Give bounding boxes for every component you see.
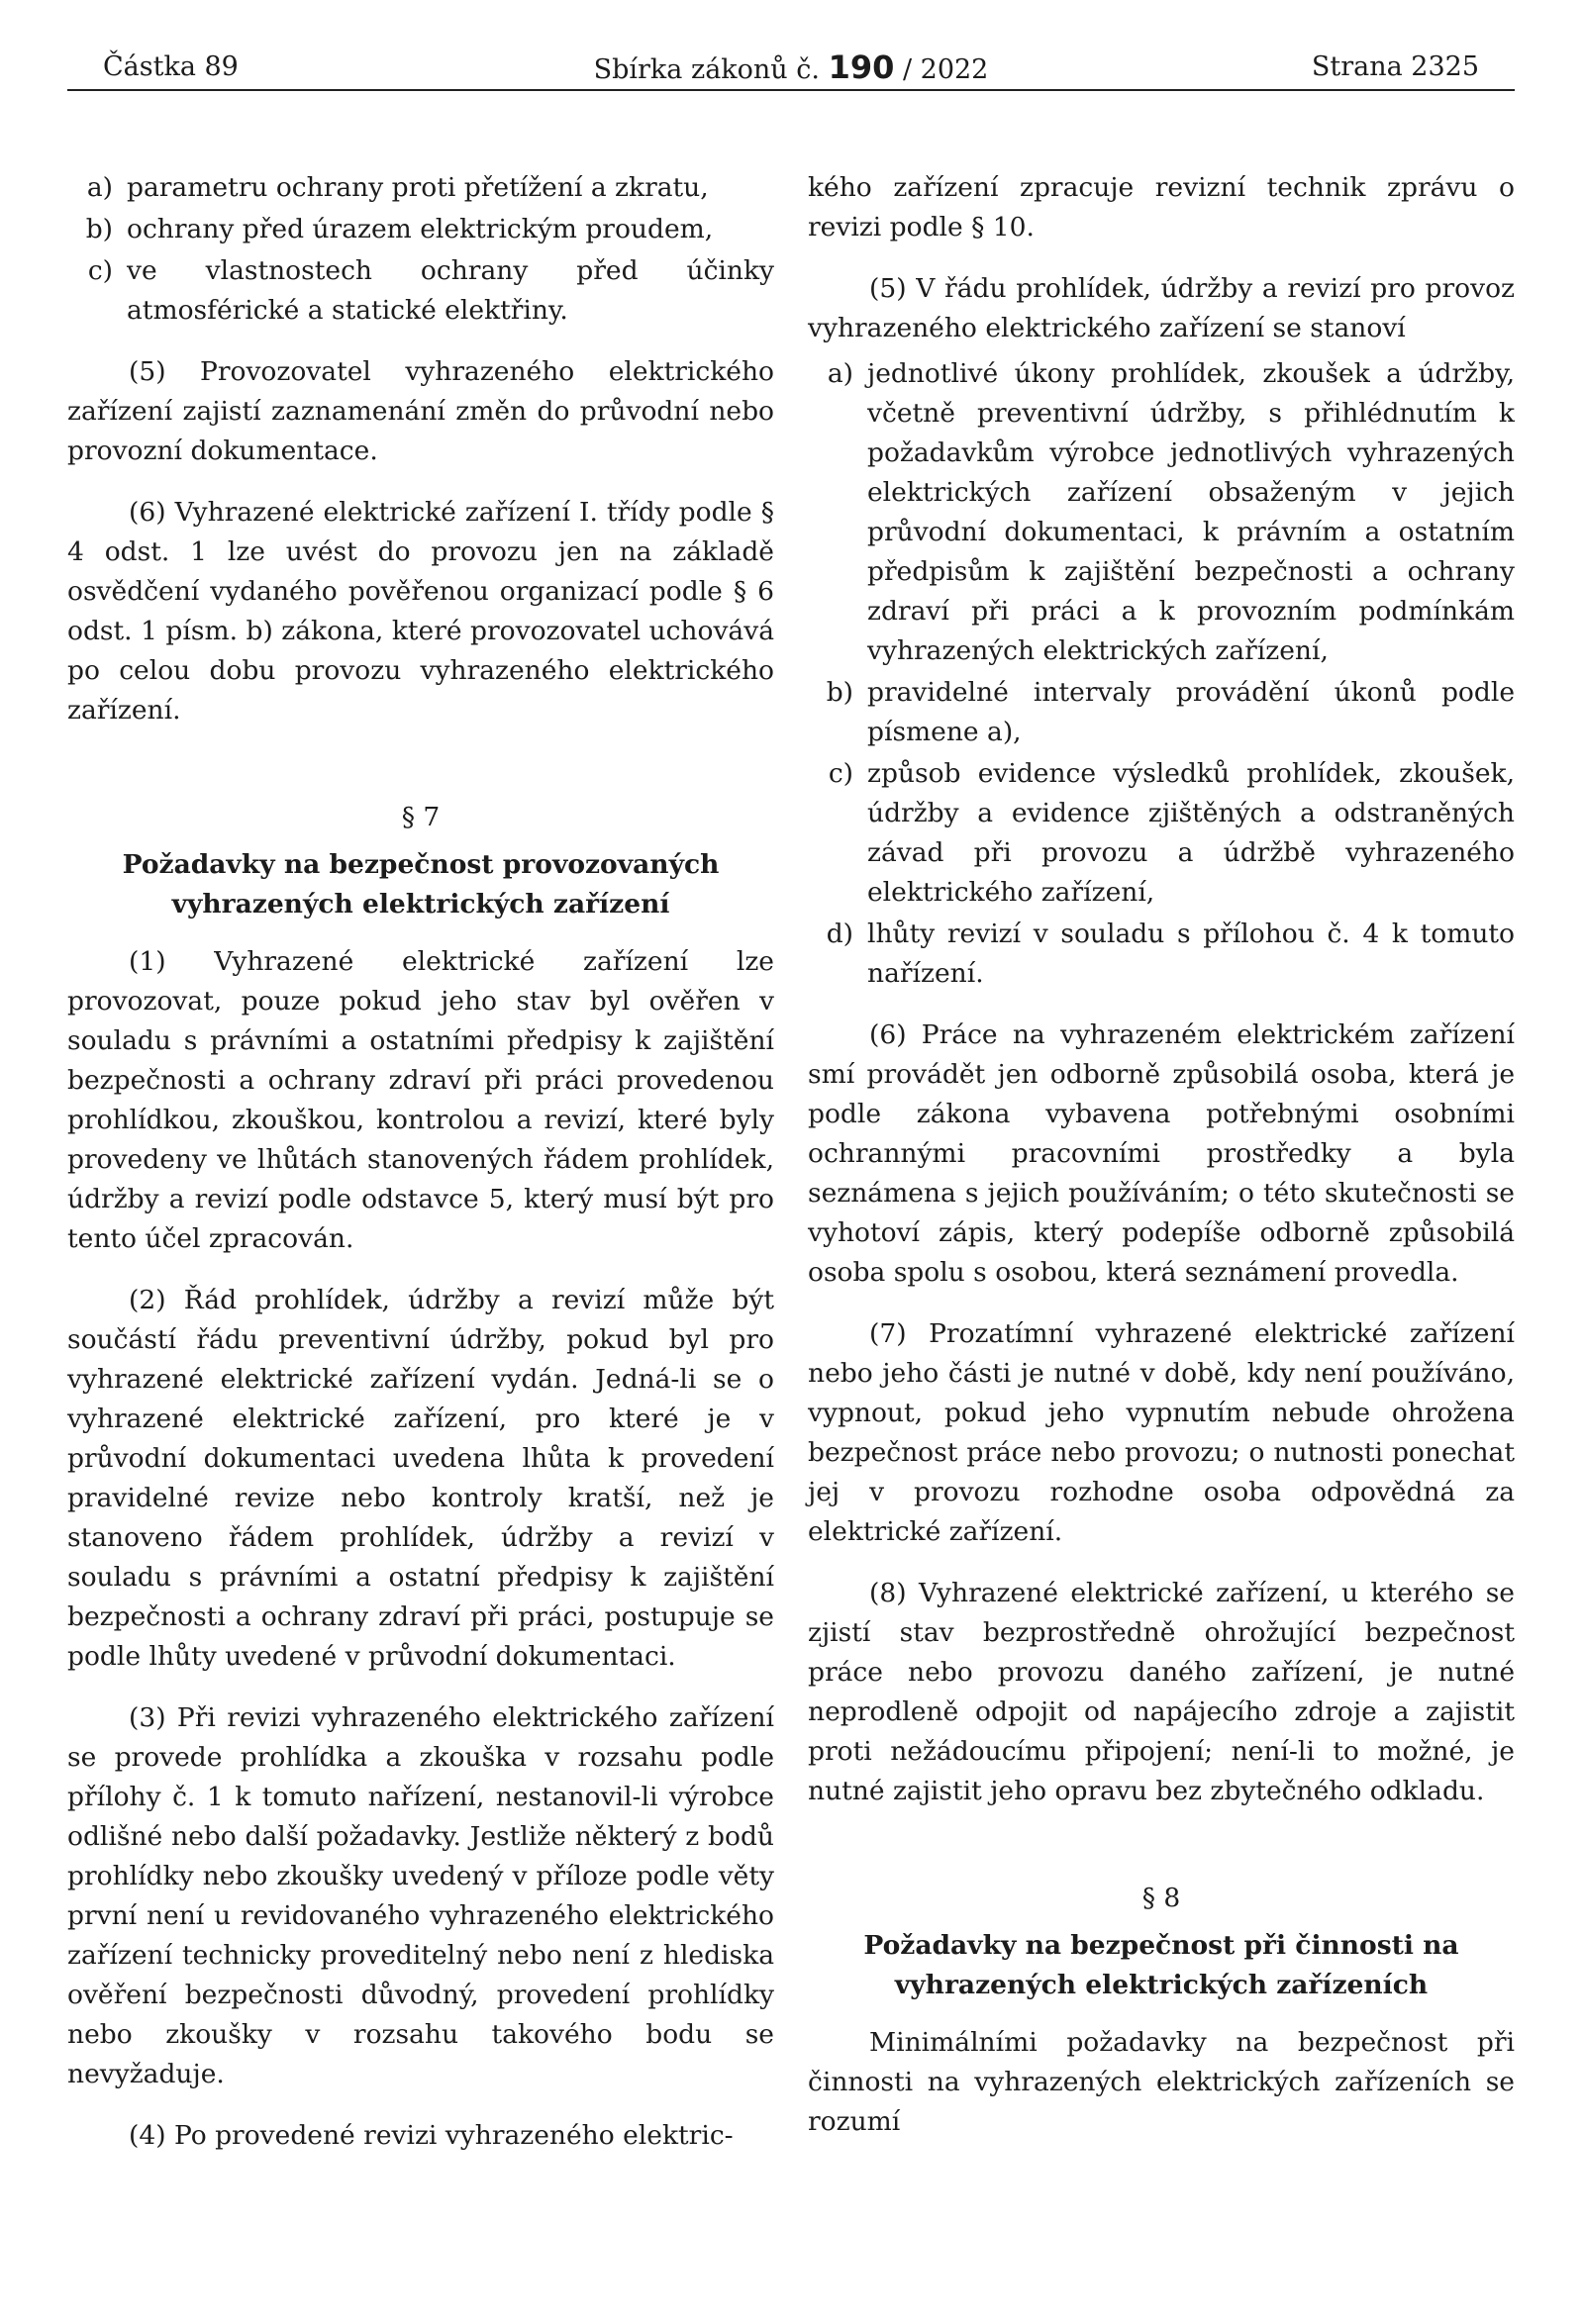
- list-text: ve vlastnostech ochrany před účinky atmosférické a statické elektřiny.: [127, 255, 774, 326]
- list-item: [67, 251, 774, 331]
- section-7-number: § 7: [401, 802, 441, 832]
- list-item: [67, 168, 774, 208]
- paragraph-4-continued: kého zařízení zpracuje revizní technik zprávu o revizi podle § 10.: [808, 172, 1515, 242]
- list-item: [67, 210, 774, 249]
- list-letter: a): [827, 358, 853, 389]
- list-item: [808, 673, 1515, 752]
- list-item: [808, 354, 1515, 671]
- paragraph-5: (5) Provozovatel vyhrazeného elektrického zařízení zajistí zaznamenání změn do průvodní nebo provozní dokumentace.: [67, 356, 774, 466]
- list-item: [808, 915, 1515, 994]
- right-column: [808, 168, 1515, 2164]
- left-column: [67, 168, 774, 2178]
- section-8-number: § 8: [1141, 1883, 1181, 1913]
- section-7-title: Požadavky na bezpečnost provozovaných vyhrazených elektrických zařízení: [122, 849, 720, 920]
- list-text: parametru ochrany proti přetížení a zkratu,: [127, 172, 709, 203]
- list-letter: b): [85, 214, 113, 244]
- section-7-paragraph-3: (3) Při revizi vyhrazeného elektrického zařízení se provede prohlídka a zkouška v rozsahu podle přílohy č. 1 k tomuto nařízení, nestanovil-li výrobce odlišné nebo další požadavky. Jestliže některý z bodů prohlídky nebo zkoušky uvedený v příloze podle věty první není u revidovaného vyhrazeného elektrického zařízení technicky proveditelný nebo není z hlediska ověření bezpečnosti důvodný, provedení prohlídky nebo zkoušky v rozsahu takového bodu se nevyžaduje.: [67, 1702, 774, 2089]
- section-7-paragraph-2: (2) Řád prohlídek, údržby a revizí může být součástí řádu preventivní údržby, pokud byl pro vyhrazené elektrické zařízení vydán. Jedná-li se o vyhrazené elektrické zařízení, pro které je v průvodní dokumentaci uvedena lhůta k provedení pravidelné revize nebo kontroly kratší, než je stanoveno řádem prohlídek, údržby a revizí v souladu s právními a ostatní předpisy k zajištění bezpečnosti a ochrany zdraví při práci, postupuje se podle lhůty uvedené v průvodní dokumentaci.: [67, 1285, 774, 1672]
- list-letter: c): [87, 255, 113, 286]
- section-7-paragraph-7: (7) Prozatímní vyhrazené elektrické zařízení nebo jeho části je nutné v době, kdy není používáno, vypnout, pokud jeho vypnutím nebude ohrožena bezpečnost práce nebo provozu; o nutnosti ponechat jej v provozu rozhodne osoba odpovědná za elektrické zařízení.: [808, 1318, 1515, 1547]
- header-issue: Částka 89: [103, 51, 239, 82]
- header-year: / 2022: [902, 54, 989, 85]
- list-letter: d): [826, 919, 853, 949]
- section-7-paragraph-5: (5) V řádu prohlídek, údržby a revizí pro provoz vyhrazeného elektrického zařízení se stanoví: [808, 273, 1515, 343]
- paragraph-6: (6) Vyhrazené elektrické zařízení I. třídy podle § 4 odst. 1 lze uvést do provozu jen na základě osvědčení vydaného pověřenou organizací podle § 6 odst. 1 písm. b) zákona, které provozovatel uchovává po celou dobu provozu vyhrazeného elektrického zařízení.: [67, 497, 774, 726]
- list-text: způsob evidence výsledků prohlídek, zkoušek, údržby a evidence zjištěných a odstraněných závad při provozu a údržbě vyhrazeného elektrického zařízení,: [867, 758, 1515, 908]
- header-law-number: 190: [828, 48, 895, 86]
- section-7-paragraph-4: (4) Po provedené revizi vyhrazeného elektric-: [129, 2120, 734, 2151]
- list-maintenance-order: [808, 354, 1515, 994]
- list-letter: b): [826, 677, 853, 708]
- list-letter: a): [86, 172, 113, 203]
- list-text: ochrany před úrazem elektrickým proudem,: [127, 214, 714, 244]
- page-header: [67, 46, 1515, 91]
- list-letter: c): [828, 758, 853, 789]
- section-7-paragraph-8: (8) Vyhrazené elektrické zařízení, u kterého se zjistí stav bezprostředně ohrožující bezpečnost práce nebo provozu daného zařízení, je nutné neprodleně odpojit od napájecího zdroje a zajistit proti nežádoucímu připojení; není-li to možné, je nutné zajistit jeho opravu bez zbytečného odkladu.: [808, 1578, 1515, 1806]
- header-collection: [67, 46, 1515, 92]
- list-text: jednotlivé úkony prohlídek, zkoušek a údržby, včetně preventivní údržby, s přihlédnutím k požadavkům výrobce jednotlivých vyhrazených elektrických zařízení obsaženým v jejich průvodní dokumentaci, k právním a ostatním předpisům k zajištění bezpečnosti a ochrany zdraví při práci a k provozním podmínkám vyhrazených elektrických zařízení,: [867, 358, 1515, 666]
- list-text: lhůty revizí v souladu s přílohou č. 4 k tomuto nařízení.: [867, 919, 1515, 989]
- header-collection-label: Sbírka zákonů č.: [593, 54, 820, 85]
- list-text: pravidelné intervaly provádění úkonů podle písmene a),: [867, 677, 1515, 747]
- list-protection: [67, 168, 774, 331]
- list-item: [808, 754, 1515, 913]
- section-7-paragraph-1: (1) Vyhrazené elektrické zařízení lze provozovat, pouze pokud jeho stav byl ověřen v souladu s právními a ostatními předpisy k zajištění bezpečnosti a ochrany zdraví při práci provedenou prohlídkou, zkouškou, kontrolou a revizí, které byly provedeny ve lhůtách stanovených řádem prohlídek, údržby a revizí podle odstavce 5, který musí být pro tento účel zpracován.: [67, 946, 774, 1254]
- section-8-paragraph-1: Minimálními požadavky na bezpečnost při činnosti na vyhrazených elektrických zařízeních se rozumí: [808, 2027, 1515, 2137]
- header-page-number: Strana 2325: [1311, 51, 1479, 82]
- section-7-paragraph-6: (6) Práce na vyhrazeném elektrickém zařízení smí provádět jen odborně způsobilá osoba, která je podle zákona vybavena potřebnými osobními ochrannými pracovními prostředky a byla seznámena s jejich používáním; o této skutečnosti se vyhotoví zápis, který podepíše odborně způsobilá osoba spolu s osobou, která seznámení provedla.: [808, 1019, 1515, 1288]
- section-8-title: Požadavky na bezpečnost při činnosti na vyhrazených elektrických zařízeních: [863, 1930, 1459, 2000]
